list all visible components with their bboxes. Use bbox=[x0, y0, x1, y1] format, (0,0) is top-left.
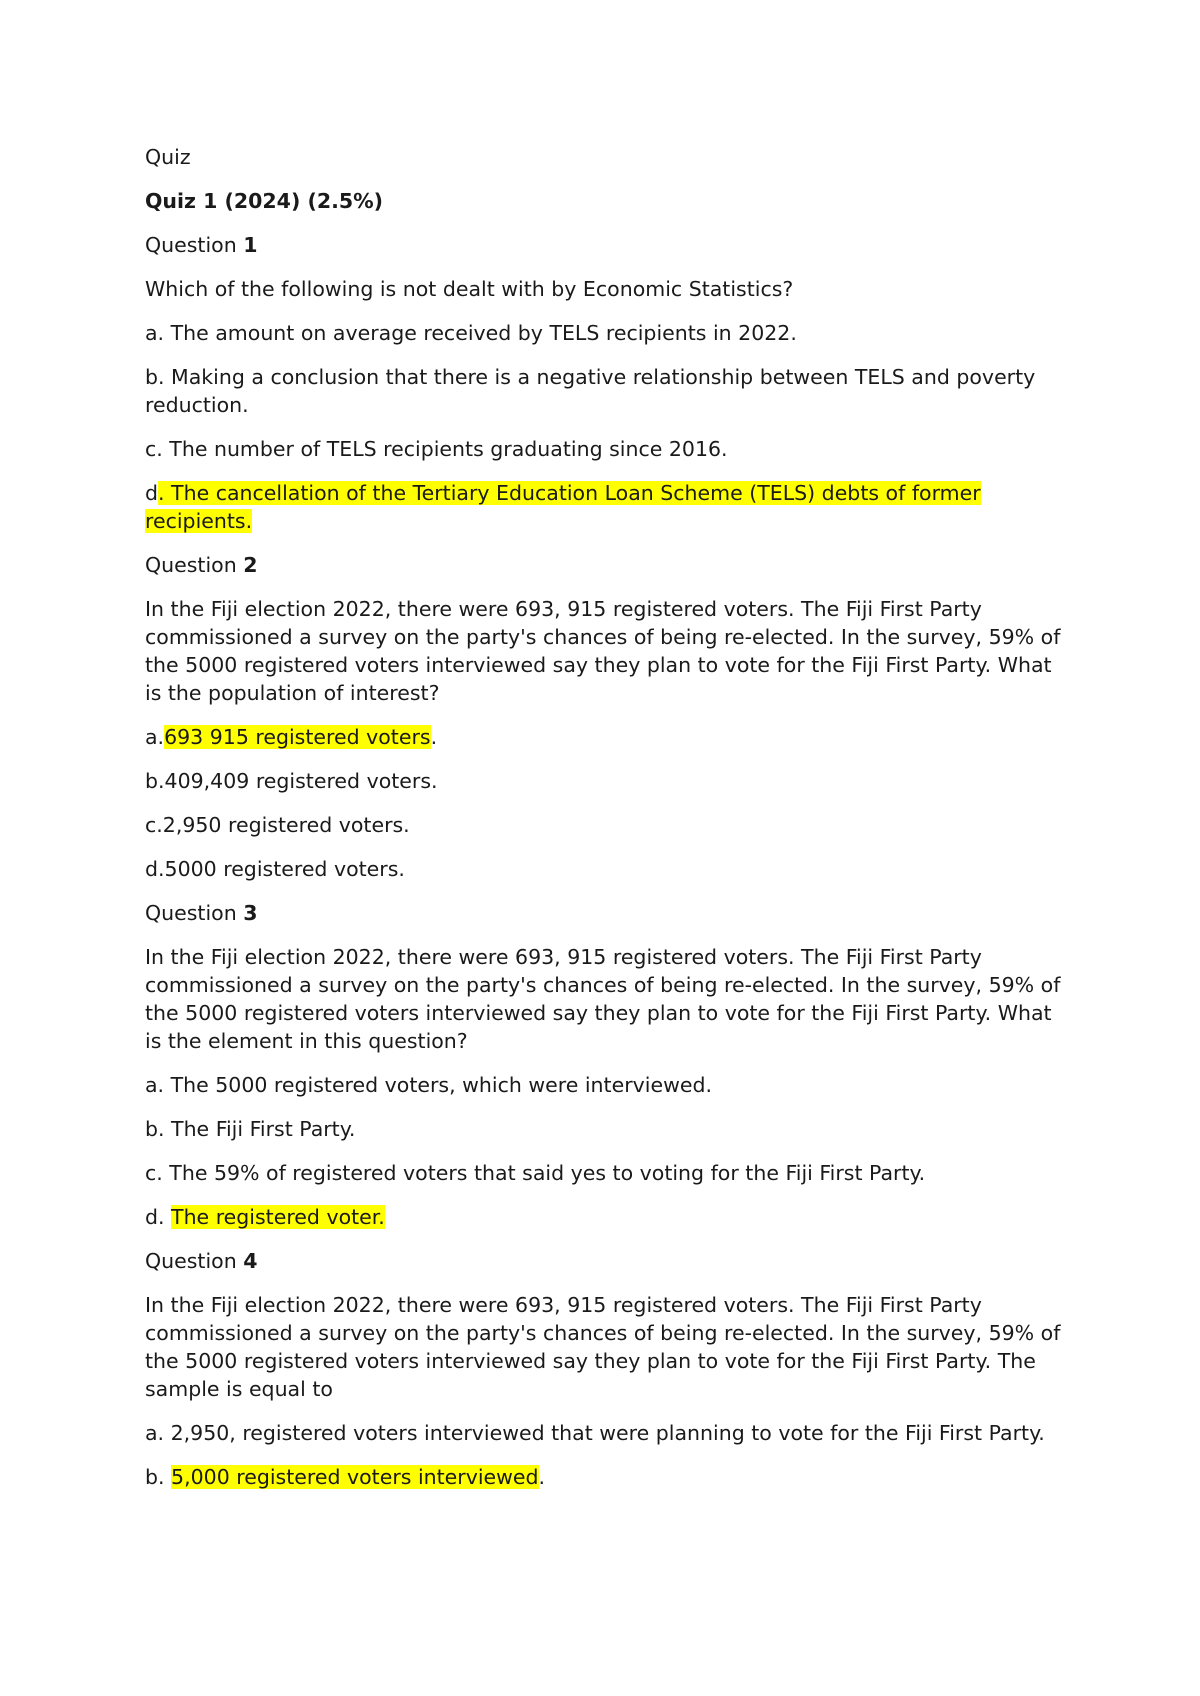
question-3-option-a: a. The 5000 registered voters, which were interviewed. bbox=[145, 1073, 712, 1097]
question-1-label bbox=[145, 231, 1065, 259]
question-1-option-a: a. The amount on average received by TELS recipients in 2022. bbox=[145, 321, 797, 345]
question-number: 1 bbox=[243, 233, 258, 257]
question-4-label bbox=[145, 1247, 1065, 1275]
document-content bbox=[145, 143, 1065, 1507]
question-label-text: Question bbox=[145, 901, 244, 925]
question-3-option-b: b. The Fiji First Party. bbox=[145, 1117, 356, 1141]
question-3-label bbox=[145, 899, 1065, 927]
question-2-option-c: c.2,950 registered voters. bbox=[145, 813, 410, 837]
question-2-label bbox=[145, 551, 1065, 579]
option-prefix: d. bbox=[145, 1205, 172, 1229]
question-3-stem: In the Fiji election 2022, there were 693, 915 registered voters. The Fiji First Party commissioned a survey on the party's chances of being re-elected. In the survey, 59% of the 5000 registered voters interviewed say they plan to vote for the Fiji First Party. What is the element in this question? bbox=[145, 945, 1061, 1053]
question-label-text: Question bbox=[145, 553, 244, 577]
question-number: 2 bbox=[243, 553, 258, 577]
question-2-option-a bbox=[145, 723, 1065, 751]
question-number: 3 bbox=[243, 901, 258, 925]
question-4-option-b bbox=[145, 1463, 1065, 1491]
question-2-option-d: d.5000 registered voters. bbox=[145, 857, 405, 881]
question-2-stem: In the Fiji election 2022, there were 693, 915 registered voters. The Fiji First Party commissioned a survey on the party's chances of being re-elected. In the survey, 59% of the 5000 registered voters interviewed say they plan to vote for the Fiji First Party. What is the population of interest? bbox=[145, 597, 1061, 705]
question-1-stem: Which of the following is not dealt with by Economic Statistics? bbox=[145, 277, 794, 301]
question-1-option-c: c. The number of TELS recipients graduating since 2016. bbox=[145, 437, 728, 461]
question-label-text: Question bbox=[145, 1249, 244, 1273]
question-label-text: Question bbox=[145, 233, 244, 257]
question-3-option-c: c. The 59% of registered voters that said yes to voting for the Fiji First Party. bbox=[145, 1161, 926, 1185]
highlighted-answer: . The cancellation of the Tertiary Education Loan Scheme (TELS) debts of former recipients. bbox=[145, 481, 981, 533]
question-3-option-d bbox=[145, 1203, 1065, 1231]
option-prefix: b. bbox=[145, 1465, 172, 1489]
option-suffix: . bbox=[538, 1465, 546, 1489]
highlighted-answer: 5,000 registered voters interviewed bbox=[171, 1465, 539, 1489]
highlighted-answer: The registered voter. bbox=[171, 1205, 385, 1229]
doc-heading: Quiz bbox=[145, 145, 191, 169]
question-4-stem: In the Fiji election 2022, there were 693, 915 registered voters. The Fiji First Party commissioned a survey on the party's chances of being re-elected. In the survey, 59% of the 5000 registered voters interviewed say they plan to vote for the Fiji First Party. The sample is equal to bbox=[145, 1293, 1061, 1401]
quiz-title: Quiz 1 (2024) (2.5%) bbox=[145, 189, 384, 213]
option-prefix: d bbox=[145, 481, 159, 505]
option-suffix: . bbox=[430, 725, 438, 749]
highlighted-answer: 693 915 registered voters bbox=[164, 725, 431, 749]
question-4-option-a: a. 2,950, registered voters interviewed that were planning to vote for the Fiji First Party. bbox=[145, 1421, 1045, 1445]
question-2-option-b: b.409,409 registered voters. bbox=[145, 769, 438, 793]
option-prefix: a. bbox=[145, 725, 165, 749]
question-1-option-d bbox=[145, 479, 1065, 535]
question-number: 4 bbox=[243, 1249, 258, 1273]
question-1-option-b: b. Making a conclusion that there is a negative relationship between TELS and poverty reduction. bbox=[145, 365, 1036, 417]
